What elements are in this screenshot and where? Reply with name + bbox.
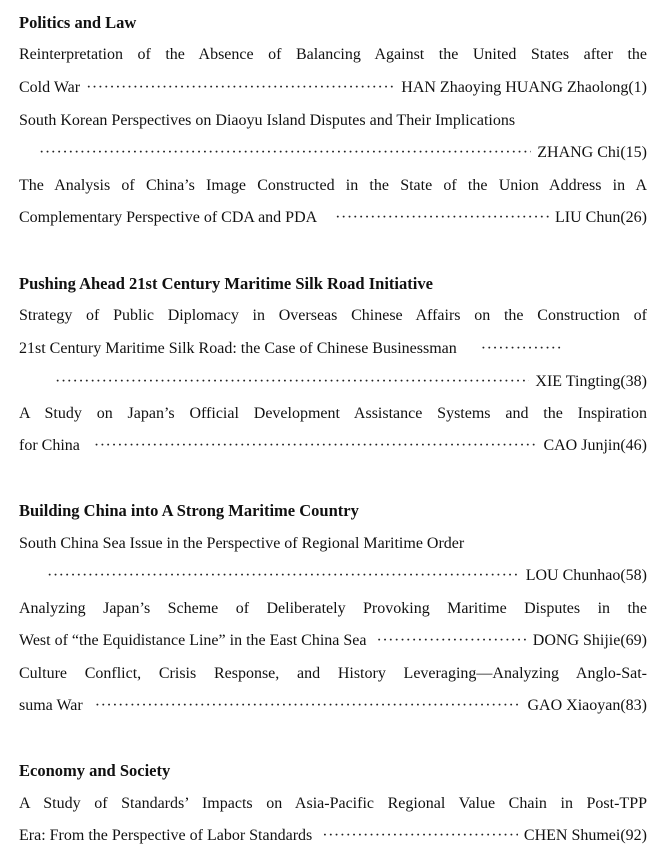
toc-entry-line[interactable] [19, 77, 647, 99]
leader-dots [335, 207, 549, 229]
entry-title: for China [19, 437, 80, 454]
entry-page: (26) [620, 209, 647, 226]
section-maritime-silk-road [19, 274, 647, 294]
toc-entry-line[interactable] [19, 663, 647, 685]
entry-author: ZHANG Chi [537, 144, 621, 161]
leader-dots [94, 435, 538, 457]
section-economy-and-society [19, 761, 647, 781]
toc-entry-line[interactable] [19, 207, 647, 229]
entry-title: suma War [19, 697, 83, 714]
entry-author: XIE Tingting [535, 373, 621, 390]
section-heading: Pushing Ahead 21st Century Maritime Silk Road Initiative [19, 274, 433, 293]
toc-entry-line[interactable] [19, 565, 647, 587]
entry-title: Culture Conflict, Crisis Response, and History Leveraging—Analyzing Anglo-Sat- [19, 665, 647, 682]
toc-entry-line[interactable] [19, 598, 647, 620]
leader-dots [39, 142, 531, 164]
entry-page: (1) [628, 79, 647, 96]
toc-entry-line[interactable] [19, 371, 647, 393]
toc-entry-line[interactable] [19, 338, 647, 360]
section-heading: Economy and Society [19, 761, 171, 780]
entry-author: HAN Zhaoying HUANG Zhaolong [401, 79, 629, 96]
entry-page: (46) [620, 437, 647, 454]
entry-title: Strategy of Public Diplomacy in Overseas Chinese Affairs on the Construction of [19, 307, 647, 324]
section-strong-maritime-country [19, 501, 647, 521]
entry-author: GAO Xiaoyan [527, 697, 621, 714]
section-heading: Building China into A Strong Maritime Country [19, 501, 359, 520]
leader-dots [86, 77, 395, 99]
toc-entry-line[interactable] [19, 825, 647, 847]
entry-author: LOU Chunhao [525, 567, 621, 584]
section-heading: Politics and Law [19, 13, 137, 32]
entry-page: (58) [620, 567, 647, 584]
toc-entry-line[interactable] [19, 142, 647, 164]
section-politics-and-law [19, 13, 647, 33]
toc-entry-line[interactable] [19, 110, 647, 132]
toc-entry-line[interactable] [19, 695, 647, 717]
leader-dots [481, 338, 561, 360]
entry-title: Cold War [19, 79, 81, 96]
entry-title: West of “the Equidistance Line” in the East China Sea [19, 632, 367, 649]
entry-title: A Study on Japan’s Official Development Assistance Systems and the Inspiration [19, 405, 647, 422]
entry-page: (92) [620, 827, 647, 844]
leader-dots [322, 825, 518, 847]
entry-author: CAO Junjin [543, 437, 621, 454]
toc-entry-line[interactable] [19, 533, 647, 555]
entry-title: The Analysis of China’s Image Constructed in the State of the Union Address in A [19, 177, 647, 194]
toc-entry-line[interactable] [19, 403, 647, 425]
entry-title: 21st Century Maritime Silk Road: the Case of Chinese Businessman [19, 340, 457, 357]
toc-entry-line[interactable] [19, 305, 647, 327]
entry-title: A Study of Standards’ Impacts on Asia-Pacific Regional Value Chain in Post-TPP [19, 795, 647, 812]
entry-author: DONG Shijie [532, 632, 621, 649]
entry-author: LIU Chun [555, 209, 621, 226]
leader-dots [55, 371, 529, 393]
entry-title: Complementary Perspective of CDA and PDA [19, 209, 318, 226]
toc-entry-line[interactable] [19, 175, 647, 197]
toc-entry-line[interactable] [19, 793, 647, 815]
toc-entry-line[interactable] [19, 44, 647, 66]
entry-author: CHEN Shumei [523, 827, 621, 844]
entry-title: Analyzing Japan’s Scheme of Deliberately Provoking Maritime Disputes in the [19, 600, 647, 617]
entry-page: (15) [620, 144, 647, 161]
entry-page: (69) [620, 632, 647, 649]
toc-entry-line[interactable] [19, 630, 647, 652]
entry-page: (38) [620, 373, 647, 390]
entry-title: South China Sea Issue in the Perspective of Regional Maritime Order [19, 535, 465, 552]
entry-title: Era: From the Perspective of Labor Standards [19, 827, 313, 844]
leader-dots [47, 565, 520, 587]
toc-entry-line[interactable] [19, 435, 647, 457]
entry-title: South Korean Perspectives on Diaoyu Island Disputes and Their Implications [19, 112, 516, 129]
entry-page: (83) [620, 697, 647, 714]
entry-title: Reinterpretation of the Absence of Balancing Against the United States after the [19, 46, 647, 63]
leader-dots [95, 695, 522, 717]
leader-dots [377, 630, 527, 652]
